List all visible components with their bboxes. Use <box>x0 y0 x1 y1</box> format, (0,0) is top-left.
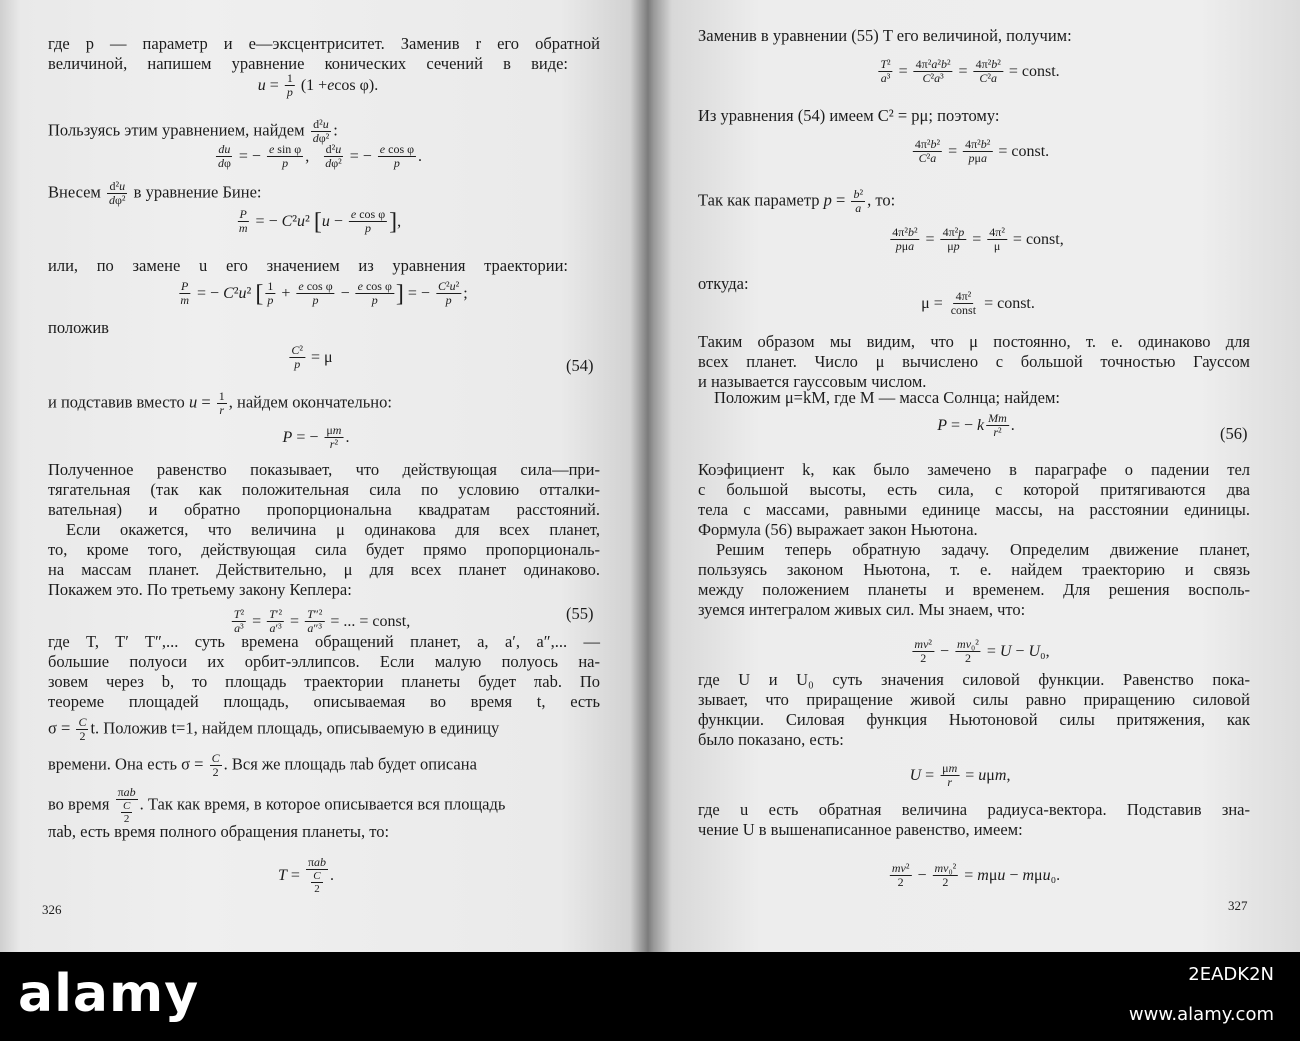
equation: P m = − C ² u ² [ u − e cos φ p ] , <box>238 207 402 235</box>
text-line: σ = $\frac{C}{2}$ t. Положив t=1, найдем площадь, описываемую в единицу <box>48 715 500 743</box>
text-line: Полученное равенство показывает, что действующая сила—при- <box>48 460 600 479</box>
equation: μ = 4π² const = const. <box>921 289 1035 317</box>
text-line: Если окажется, что величина μ одинакова для всех планет, <box>66 520 600 539</box>
left-page <box>0 0 640 952</box>
page-number: 327 <box>1228 898 1248 913</box>
text-line: всех планет. Число μ вычислено с большой точностью Гауссом <box>698 352 1250 371</box>
equation: mv² 2 − mv₀² 2 = m μ u − m μ u ₀. <box>891 861 1061 889</box>
watermark-image-id: 2EADK2N <box>1188 964 1274 985</box>
text-line: Положим μ=kM, где M — масса Солнца; найдем: <box>714 388 1060 407</box>
text-line: Заменив в уравнении (55) T его величиной, получим: <box>698 26 1072 45</box>
text-line: то, кроме того, действующая сила будет прямо пропорциональ- <box>48 540 600 559</box>
equation-number: (55) <box>566 604 594 623</box>
text-span: , то: <box>867 190 896 210</box>
text-span: Так как параметр <box>698 190 820 210</box>
equation-number: (56) <box>1220 424 1248 443</box>
text-span: Пользуясь этим уравнением, найдем <box>48 120 305 140</box>
watermark-logo: alamy <box>18 964 200 1024</box>
text-span: . Так как время, в которое описывается вся площадь <box>139 794 506 814</box>
watermark-url: www.alamy.com <box>1128 1004 1274 1025</box>
text-line: времени. Она есть σ = $\frac{C}{2}$ . Вся же площадь πab будет описана <box>48 751 477 779</box>
text-line: с большой высоты, есть сила, с которой притягиваются два <box>698 480 1250 499</box>
text-line: во время πab $\frac{C}{2}$ . Так как время, в которое описывается вся площадь <box>48 785 506 825</box>
equation: C² p = μ <box>291 343 333 371</box>
text-line: было показано, есть: <box>698 730 844 749</box>
equation: U = μm r = u μ m , <box>909 761 1011 789</box>
text-line: тягательная (так как положительная сила по условию отталки- <box>48 480 600 499</box>
equation: P = − μm r² . <box>282 423 350 451</box>
right-page <box>654 0 1300 952</box>
text-line: и называется гауссовым числом. <box>698 372 927 391</box>
equation: mv² 2 − mv₀² 2 = U − U ₀, <box>914 637 1050 665</box>
text-line: зывает, что приращение живой силы равно приращению силовой <box>698 690 1250 709</box>
text-line: где U и U₀ суть значения силовой функции. Равенство пока- <box>698 670 1250 689</box>
equation: u = 1 p (1 + e cos φ). <box>257 71 379 99</box>
text-span: времени. Она есть <box>48 754 178 774</box>
text-line: величиной, напишем уравнение конических сечений в виде: <box>48 54 568 73</box>
equation: T = πab $\frac{C}{2}$ . <box>278 855 334 895</box>
equation: T² a³ = 4π²a²b² C²a³ = 4π²b² C²a = const. <box>880 57 1060 85</box>
text-line: Пользуясь этим уравнением, найдем $\frac{\text{d²u}}{\text{dφ²}}$ : <box>48 117 338 145</box>
equation-number: (54) <box>566 356 594 375</box>
text-line: теореме площадей площадь, описываемая во время t, есть <box>48 692 600 711</box>
text-line: где u есть обратная величина радиуса-вектора. Подставив зна- <box>698 800 1250 819</box>
text-span: в уравнение Бине: <box>133 182 262 202</box>
text-line: Покажем это. По третьему закону Кеплера: <box>48 580 352 599</box>
equation: 4π²b² pμa = 4π²p μp = 4π² μ = const, <box>892 225 1064 253</box>
text-line: где T, T′ T″,... суть времена обращений планет, a, a′, a″,... — <box>48 632 600 651</box>
text-line: зуемся интегралом живых сил. Мы знаем, что: <box>698 600 1026 619</box>
text-line: тела с массами, равными единице массы, на расстоянии единицы. <box>698 500 1250 519</box>
text-line: откуда: <box>698 274 749 293</box>
text-span: . Вся же площадь πab будет описана <box>223 754 477 774</box>
text-span: , найдем окончательно: <box>228 392 392 412</box>
equation: P = − k Mm r² . <box>937 411 1015 439</box>
text-line: вательная) и обратно пропорциональна квадратам расстояний. <box>48 500 600 519</box>
text-span: во время <box>48 794 110 814</box>
text-line: πab, есть время полного обращения планеты, то: <box>48 822 390 841</box>
text-line: положив <box>48 318 109 337</box>
text-span: t. Положив t=1, найдем площадь, описываемую в единицу <box>90 718 500 738</box>
text-line: пользуясь законом Ньютона, т. е. найдем траекторию и связь <box>698 560 1250 579</box>
text-line: Решим теперь обратную задачу. Определим движение планет, <box>716 540 1250 559</box>
text-line: большие полуоси их орбит-эллипсов. Если малую полуось на- <box>48 652 600 671</box>
text-line: Таким образом мы видим, что μ постоянно, т. е. одинаково для <box>698 332 1250 351</box>
text-line: функции. Силовая функция Ньютоновой силы притяжения, как <box>698 710 1250 729</box>
text-line: где p — параметр и e—эксцентриситет. Заменив r его обратной <box>48 34 600 53</box>
equation: du dφ = − e sin φ p , d²u dφ² = − e cos φ p . <box>217 142 423 170</box>
text-line: чение U в вышенаписанное равенство, имеем: <box>698 820 1023 839</box>
equation: P m = − C ² u ² [ 1 p + e cos φ p − e cos φ p ] = − C²u² p ; <box>180 279 468 307</box>
text-line: Так как параметр p = $\frac{\text{b²}}{a}$ , то: <box>698 187 896 215</box>
text-span: Внесем <box>48 182 101 202</box>
text-line: на массам планет. Действительно, μ для всех планет одинаково. <box>48 560 600 579</box>
equation: T² a³ = T′² a′³ = T″² a″³ = ... = const, <box>233 607 411 635</box>
text-line: Из уравнения (54) имеем C² = pμ; поэтому: <box>698 106 1000 125</box>
text-line: Коэфициент k, как было замечено в параграфе о падении тел <box>698 460 1250 479</box>
page-number: 326 <box>42 902 62 917</box>
text-line: и подставив вместо u = $\frac{1}{r}$ , найдем окончательно: <box>48 389 392 417</box>
watermark-bar <box>0 952 1300 1041</box>
text-line: Формула (56) выражает закон Ньютона. <box>698 520 978 539</box>
text-line: между положением планеты и временем. Для решения восполь- <box>698 580 1250 599</box>
text-line: или, по замене u его значением из уравнения траектории: <box>48 256 568 275</box>
text-line: зовем через b, то площадь траектории планеты будет πab. По <box>48 672 600 691</box>
text-span: и подставив вместо <box>48 392 185 412</box>
text-line: Внесем $\frac{\text{d²u}}{\text{dφ²}}$ в уравнение Бине: <box>48 179 262 207</box>
equation: 4π²b² C²a = 4π²b² pμa = const. <box>914 137 1050 165</box>
